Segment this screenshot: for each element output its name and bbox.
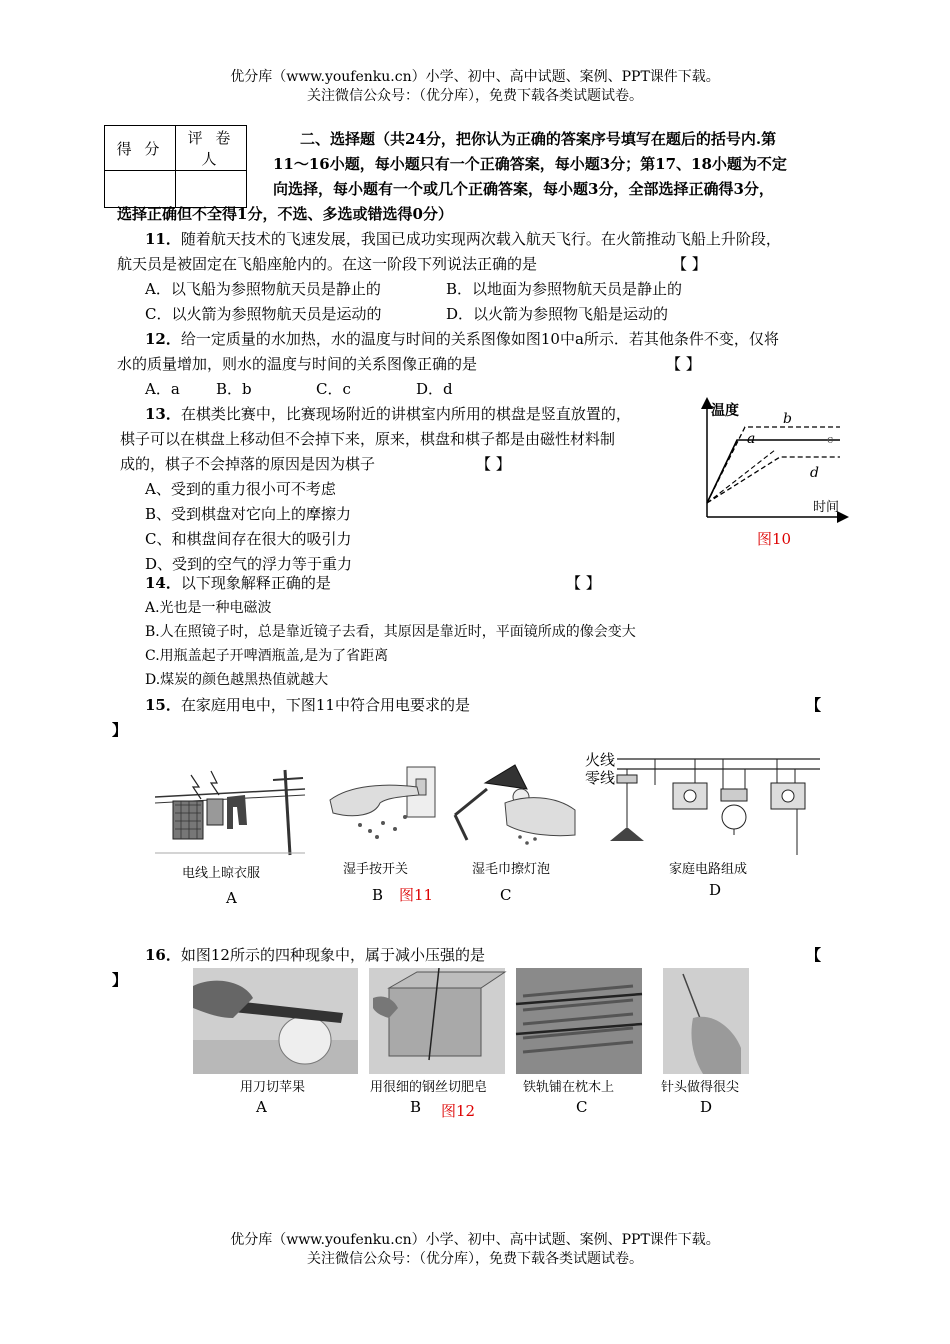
q11-number: 11． bbox=[145, 230, 181, 248]
q14-option-b: B.人在照镜子时，总是靠近镜子去看，其原因是靠近时，平面镜所成的像会变大 bbox=[145, 624, 636, 640]
fig10-label-a: a bbox=[747, 431, 756, 447]
fig11-live-wire-label: 火线 bbox=[585, 751, 616, 769]
q14-option-d: D.煤炭的颜色越黑热值就越大 bbox=[145, 672, 329, 688]
fig11-caption: 图11 bbox=[399, 886, 434, 904]
fig10-curve-a bbox=[707, 440, 840, 503]
fig11-label-b: B bbox=[372, 886, 384, 904]
fig10-label-c: c bbox=[827, 433, 834, 446]
footer-line-2: 关注微信公众号：（优分库），免费下载各类试题试卷。 bbox=[307, 1251, 643, 1267]
grader-cell[interactable] bbox=[176, 171, 247, 208]
header-line-2: 关注微信公众号：（优分库），免费下载各类试题试卷。 bbox=[307, 88, 643, 104]
fig12-label-a: A bbox=[256, 1098, 267, 1116]
q12-option-c: C．c bbox=[316, 380, 351, 398]
q12-option-d: D．d bbox=[416, 380, 453, 398]
q16-number: 16． bbox=[145, 946, 181, 964]
fig11-label-a: A bbox=[226, 889, 237, 907]
fig12-label-d: D bbox=[700, 1098, 713, 1116]
fig11-caption-c: 湿毛巾擦灯泡 bbox=[472, 862, 551, 877]
q12-answer-bracket[interactable]: 【 】 bbox=[666, 355, 701, 373]
section-line-1: 二、选择题（共24分，把你认为正确的答案序号填写在题后的括号内.第 bbox=[300, 130, 777, 148]
fig10-x-label: 时间 bbox=[813, 500, 840, 515]
fig10-y-label: 温度 bbox=[711, 403, 739, 419]
q11-option-c: C．以火箭为参照物航天员是运动的 bbox=[145, 305, 382, 323]
q11-line-1 bbox=[145, 228, 781, 249]
q12-option-a: A．a bbox=[145, 380, 180, 398]
q11-option-a: A．以飞船为参照物航天员是静止的 bbox=[145, 280, 381, 298]
q13-option-a: A、受到的重力很小可不考虑 bbox=[145, 480, 336, 498]
fig11-label-c: C bbox=[500, 886, 512, 904]
q12-text-1: 给一定质量的水加热，水的温度与时间的关系图像如图10中a所示．若其他条件不变，仅将 bbox=[180, 330, 779, 348]
fig10-caption: 图10 bbox=[757, 530, 792, 548]
score-table bbox=[104, 125, 247, 208]
grader-header: 评 卷 人 bbox=[176, 126, 247, 171]
score-header: 得 分 bbox=[105, 126, 176, 171]
q13-text-1: 在棋类比赛中，比赛现场附近的讲棋室内所用的棋盘是竖直放置的， bbox=[180, 405, 631, 423]
q12-line-1 bbox=[145, 328, 779, 349]
q11-text-1: 随着航天技术的飞速发展，我国已成功实现两次载入航天飞行。在火箭推动飞船上升阶段， bbox=[180, 230, 781, 248]
fig12-label-c: C bbox=[576, 1098, 588, 1116]
fig11-caption-a: 电线上晾衣服 bbox=[182, 866, 261, 881]
fig12-d-photo bbox=[663, 968, 749, 1074]
section-line-4: 选择正确但不全得1分，不选、多选或错选得0分） bbox=[117, 205, 453, 223]
fig11-neutral-wire-label: 零线 bbox=[585, 769, 616, 787]
fig11-caption-d: 家庭电路组成 bbox=[669, 862, 748, 877]
q11-line-2: 航天员是被固定在飞船座舱内的。在这一阶段下列说法正确的是 bbox=[117, 255, 538, 273]
q16-bracket-close[interactable]: 】 bbox=[112, 971, 128, 989]
fig12-a-photo bbox=[193, 968, 358, 1074]
q16-stem: 如图12所示的四种现象中，属于减小压强的是 bbox=[180, 946, 485, 964]
q12-number: 12． bbox=[145, 330, 181, 348]
q11-answer-bracket[interactable]: 【 】 bbox=[672, 255, 707, 273]
figure-12 bbox=[193, 968, 753, 1074]
fig12-caption: 图12 bbox=[441, 1102, 476, 1120]
fig12-c-photo bbox=[516, 968, 642, 1074]
q12-option-b: B．b bbox=[216, 380, 252, 398]
q13-line-3: 成的，棋子不会掉落的原因是因为棋子 bbox=[120, 455, 376, 473]
q13-option-d: D、受到的空气的浮力等于重力 bbox=[145, 555, 353, 573]
section-line-2: 11～16小题，每小题只有一个正确答案，每小题3分；第17、18小题为不定 bbox=[273, 155, 787, 173]
fig12-caption-d: 针头做得很尖 bbox=[661, 1080, 740, 1095]
score-cell[interactable] bbox=[105, 171, 176, 208]
q13-number: 13． bbox=[145, 405, 181, 423]
q12-line-2: 水的质量增加，则水的温度与时间的关系图像正确的是 bbox=[117, 355, 478, 373]
q14-number: 14． bbox=[145, 574, 181, 592]
fig12-caption-b: 用很细的钢丝切肥皂 bbox=[370, 1080, 488, 1095]
q15-stem: 在家庭用电中，下图11中符合用电要求的是 bbox=[180, 696, 470, 714]
q13-answer-bracket[interactable]: 【 】 bbox=[476, 455, 511, 473]
fig12-b-photo bbox=[369, 968, 505, 1074]
fig11-d-illustration bbox=[585, 751, 820, 855]
fig11-caption-b: 湿手按开关 bbox=[343, 862, 409, 877]
q15-bracket-open[interactable]: 【 bbox=[806, 696, 822, 714]
fig12-caption-a: 用刀切苹果 bbox=[240, 1080, 306, 1095]
q14-stem: 以下现象解释正确的是 bbox=[180, 574, 331, 592]
fig10-curve-b bbox=[707, 427, 840, 503]
fig11-a-illustration bbox=[155, 770, 305, 855]
figure-11 bbox=[155, 745, 825, 860]
header-line-1: 优分库（www.youfenku.cn）小学、初中、高中试题、案例、PPT课件下载。 bbox=[230, 69, 720, 85]
q14-option-a: A.光也是一种电磁波 bbox=[145, 600, 272, 616]
q14-option-c: C.用瓶盖起子开啤酒瓶盖,是为了省距离 bbox=[145, 648, 389, 664]
q13-line-2: 棋子可以在棋盘上移动但不会掉下来，原来，棋盘和棋子都是由磁性材料制 bbox=[120, 430, 616, 448]
footer-line-1: 优分库（www.youfenku.cn）小学、初中、高中试题、案例、PPT课件下载。 bbox=[230, 1232, 720, 1248]
fig11-label-d: D bbox=[709, 881, 722, 899]
q15-line bbox=[145, 694, 470, 715]
fig12-label-b: B bbox=[410, 1098, 422, 1116]
q11-option-b: B．以地面为参照物航天员是静止的 bbox=[446, 280, 683, 298]
q14-answer-bracket[interactable]: 【 】 bbox=[566, 574, 601, 592]
section-line-3: 向选择，每小题有一个或几个正确答案，每小题3分，全部选择正确得3分， bbox=[273, 180, 774, 198]
q16-line bbox=[145, 944, 485, 965]
fig12-caption-c: 铁轨铺在枕木上 bbox=[523, 1080, 615, 1095]
q16-bracket-open[interactable]: 【 bbox=[806, 946, 822, 964]
q13-line-1 bbox=[145, 403, 631, 424]
q14-line bbox=[145, 572, 331, 593]
q11-option-d: D．以火箭为参照物飞船是运动的 bbox=[446, 305, 669, 323]
q15-number: 15． bbox=[145, 696, 181, 714]
fig10-label-d: d bbox=[810, 465, 819, 481]
fig10-curve-extra bbox=[707, 450, 775, 503]
q13-option-c: C、和棋盘间存在很大的吸引力 bbox=[145, 530, 352, 548]
fig11-b-illustration bbox=[330, 767, 435, 839]
q13-option-b: B、受到棋盘对它向上的摩擦力 bbox=[145, 505, 352, 523]
fig11-c-illustration bbox=[455, 765, 575, 845]
fig10-label-b: b bbox=[783, 411, 792, 427]
q15-bracket-close[interactable]: 】 bbox=[112, 721, 128, 739]
